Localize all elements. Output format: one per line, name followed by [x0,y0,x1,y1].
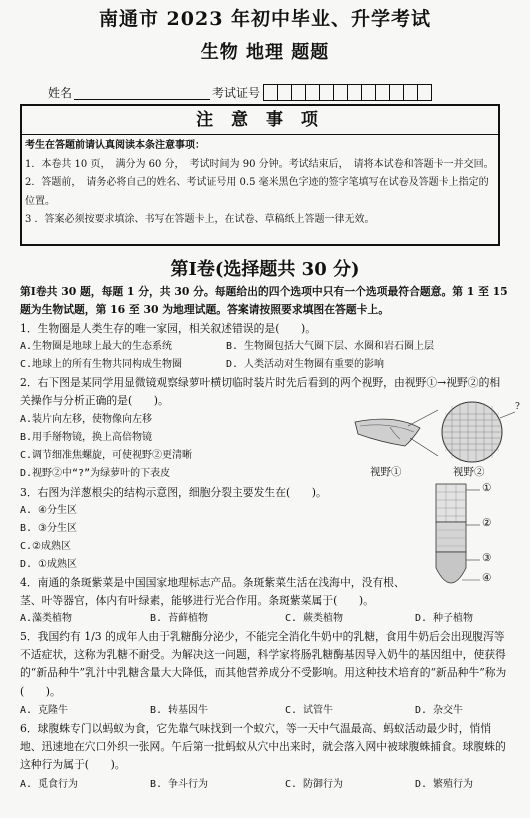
q6-option-d[interactable]: D. 繁殖行为 [415,779,474,790]
section-intro: 第Ⅰ卷共 30 题，每题 1 分，共 30 分。每题给出的四个选项中只有一个选项最符合题意。第 1 至 15 题为生物试题，第 16 至 30 为地理试题。答案请按照要求填图在答题卡上。 [20,285,508,317]
notice-item: 2．答题前， 请务必将自己的姓名、考试证号用 0.5 毫米黑色字迹的签字笔填写在试卷及答题卡上指定的位置。 [25,177,489,207]
q3-option-d[interactable]: D. ①成熟区 [20,559,78,570]
id-box[interactable] [403,84,418,101]
id-box[interactable] [263,84,278,101]
id-box[interactable] [305,84,320,101]
notice-title: 注 意 事 项 [22,106,498,135]
question-4-stem: 4．南通的条斑紫菜是中国国家地理标志产品。条斑紫菜生活在浅海中，没有根、茎、叶等器官，体内有叶绿素，能够进行光合作用。条斑紫菜属于( )。 [20,576,405,608]
id-box[interactable] [417,84,432,101]
root-tip-drawing [428,480,488,600]
q5-option-d[interactable]: D. 杂交牛 [415,705,464,716]
q6-option-a[interactable]: A. 觅食行为 [20,779,79,790]
candidate-info-row [48,84,432,101]
q3-option-c[interactable]: C.②成熟区 [20,541,72,552]
id-box[interactable] [319,84,334,101]
q6-option-b[interactable]: B. 争斗行为 [150,779,209,790]
question-2-stem: 2．右下图是某同学用显微镜观察绿萝叶横切临时装片时先后看到的两个视野，由视野①→视野②的相关操作与分析正确的是( )。 [20,376,501,408]
q5-option-c[interactable]: C. 试管牛 [285,705,334,716]
notice-body [22,135,498,232]
root-label-2: ② [482,517,492,529]
unknown-mark-label: ? [515,402,520,412]
q3-option-a[interactable]: A. ④分生区 [20,505,78,516]
q2-option-c[interactable]: C.调节细准焦螺旋，可使视野②更清晰 [20,450,193,461]
id-box[interactable] [333,84,348,101]
name-field[interactable] [74,85,210,100]
question-5-stem: 5．我国约有 1/3 的成年人由于乳糖酶分泌少，不能完全消化牛奶中的乳糖，食用牛奶后会出现腹泻等不适症状，这称为乳糖不耐受。为解决这一问题，科学家将肠乳糖酶基因导入奶牛的基因组中，使获得的“新品种牛”乳汁中乳糖含量大大降低，而其他营养成分不受影响。用这种技术培育的“新品种牛”称为( )。 [20,630,507,698]
root-label-1: ① [482,482,492,494]
q4-option-d[interactable]: D. 种子植物 [415,613,474,624]
q3-option-b[interactable]: B. ③分生区 [20,523,78,534]
id-box[interactable] [291,84,306,101]
question-1-stem: 1．生物圈是人类生存的唯一家园，相关叙述错误的是( )。 [20,322,317,335]
q4-option-c[interactable]: C. 蕨类植物 [285,613,344,624]
name-label: 姓名 [48,86,73,100]
microscope-views-figure [350,400,525,480]
view-1-label: 视野① [370,466,402,478]
id-box[interactable] [347,84,362,101]
q2-option-d[interactable]: D.视野②中“?”为绿萝叶的下表皮 [20,468,171,479]
q1-option-c[interactable]: C.地球上的所有生物共同构成生物圈 [20,359,183,370]
question-6-stem: 6．球腹蛛专门以蚂蚁为食，它先靠气味找到一个蚁穴，等一天中气温最高、蚂蚁活动最少时，悄悄地、迅速地在穴口外织一张网。午后第一批蚂蚁从穴中出来时，就会落入网中被球腹蛛捕食。球腹蛛的这种行为属于( )。 [20,722,506,772]
q2-option-b[interactable]: B.用手掰物镜，换上高倍物镜 [20,432,153,443]
view-2-label: 视野② [453,466,485,478]
q4-option-a[interactable]: A.藻类植物 [20,613,73,624]
q1-option-d[interactable]: D. 人类活动对生物圈有重要的影响 [226,359,385,370]
id-box[interactable] [389,84,404,101]
notice-box [20,104,500,246]
notice-lead: 考生在答题前请认真阅读本条注意事项： [25,140,205,151]
id-box[interactable] [361,84,376,101]
q5-option-b[interactable]: B. 转基因牛 [150,705,209,716]
section-title: 第Ⅰ卷(选择题共 30 分) [170,259,360,280]
q1-option-a[interactable]: A.生物圈是地球上最大的生态系统 [20,341,173,352]
question-3-stem: 3．右图为洋葱根尖的结构示意图，细胞分裂主要发生在( )。 [20,486,327,499]
onion-root-tip-figure [428,480,508,600]
id-label: 考试证号 [212,86,261,100]
exam-title: 南通市 2023 年初中毕业、升学考试 [98,8,432,30]
q2-option-a[interactable]: A.装片向左移，使物像向左移 [20,414,153,425]
exam-subtitle: 生物 地理 题题 [200,42,330,63]
q1-option-b[interactable]: B. 生物圈包括大气圈下层、水圈和岩石圈上层 [226,341,435,352]
id-box[interactable] [277,84,292,101]
q6-option-c[interactable]: C. 防御行为 [285,779,344,790]
notice-item: 1．本卷共 10 页， 满分为 60 分， 考试时间为 90 分钟。考试结束后， 请将本试卷和答题卡一并交回。 [25,158,494,170]
id-number-boxes[interactable] [264,84,432,101]
root-label-3: ③ [482,552,492,564]
id-box[interactable] [375,84,390,101]
root-label-4: ④ [482,572,492,584]
notice-item: 3 ．答案必须按要求填涂、书写在答题卡上，在试卷、草稿纸上答题一律无效。 [25,214,375,225]
q4-option-b[interactable]: B. 苔藓植物 [150,613,209,624]
q5-option-a[interactable]: A. 克隆牛 [20,705,69,716]
